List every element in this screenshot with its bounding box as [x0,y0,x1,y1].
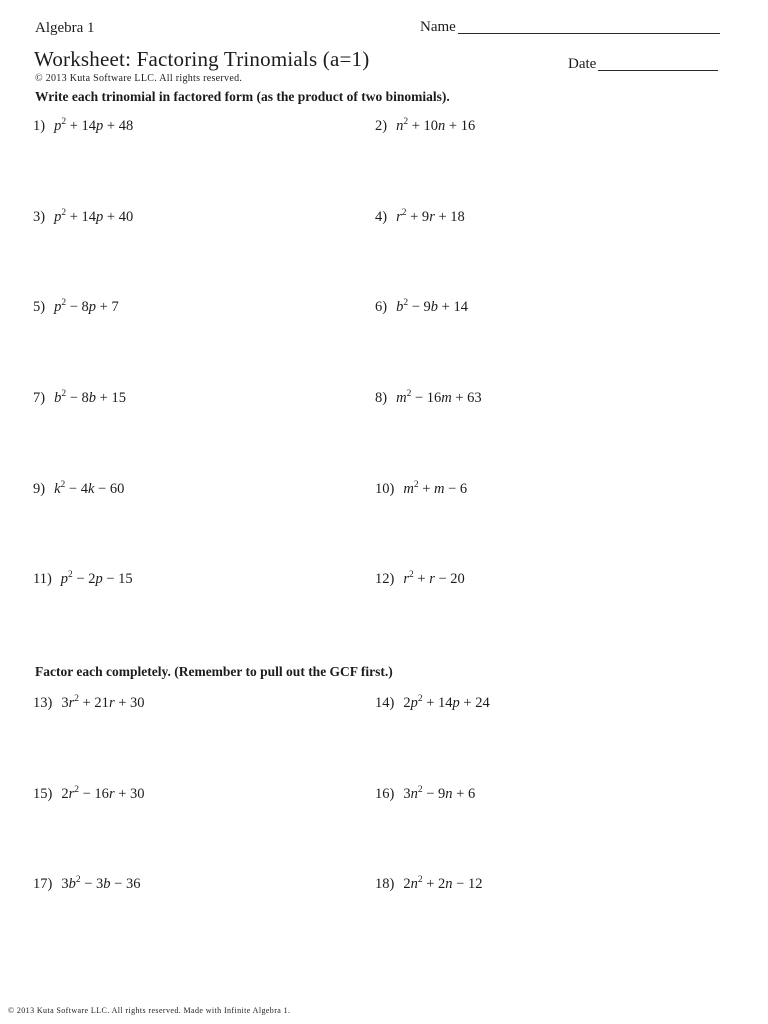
problem-item [33,876,375,967]
problem-item [33,695,375,786]
name-blank-line [458,19,720,34]
name-label: Name [420,19,456,35]
problem-item [375,571,735,662]
problem-item [33,571,375,662]
name-field [420,19,720,36]
problem-number: 6) [375,299,388,316]
course-label: Algebra 1 [35,20,95,36]
problem-item [33,481,375,572]
problem-item [375,390,735,481]
problem-number: 8) [375,390,388,407]
page-title: Worksheet: Factoring Trinomials (a=1) [34,47,370,71]
problem-number: 4) [375,208,388,225]
problem-expression: $m^2 - 16m + 63$ [396,389,482,407]
problem-expression: $n^2 + 10n + 16$ [396,117,476,134]
problem-number: 17) [33,876,53,892]
problem-expression: $k^2 - 4k - 60$ [54,479,125,497]
problem-expression: $3n^2 - 9n + 6$ [403,784,476,802]
problem-item [33,390,375,481]
problem-number: 16) [375,785,395,802]
problem-expression: $p^2 - 2p - 15$ [60,570,133,588]
problem-number: 11) [33,571,52,588]
copyright-note: © 2013 Kuta Software LLC. All rights reserved. [35,73,243,84]
problem-number: 9) [33,480,46,497]
problem-expression: $3r^2 + 21r + 30$ [61,694,145,711]
problem-item [375,209,735,300]
problem-item [33,209,375,300]
problem-item [375,876,735,967]
problem-number: 3) [33,208,46,225]
problem-item [375,118,735,209]
problem-number: 1) [33,118,46,134]
problem-expression: $b^2 - 9b + 14$ [396,298,468,316]
problems-grid-2 [33,695,735,967]
section2-instruction: Factor each completely. (Remember to pull out the GCF first.) [35,664,393,679]
problem-number: 13) [33,695,53,711]
problem-number: 10) [375,480,395,497]
problem-expression: $p^2 - 8p + 7$ [54,298,119,316]
problem-item [375,299,735,390]
date-blank-line [598,56,718,71]
problem-number: 7) [33,390,46,407]
problem-expression: $b^2 - 8b + 15$ [54,389,126,407]
section1-instruction: Write each trinomial in factored form (as the product of two binomials). [35,89,450,104]
problem-expression: $r^2 + 9r + 18$ [396,207,465,225]
problem-expression: $2p^2 + 14p + 24$ [403,694,490,711]
problem-item [33,786,375,877]
problem-number: 12) [375,571,395,588]
problem-item [375,786,735,877]
problem-number: 5) [33,299,46,316]
problem-item [375,695,735,786]
problem-expression: $2n^2 + 2n - 12$ [403,875,483,892]
problem-expression: $m^2 + m - 6$ [403,479,468,497]
footer-copyright: © 2013 Kuta Software LLC. All rights reserved. Made with Infinite Algebra 1. [8,1006,291,1015]
problem-number: 18) [375,876,395,892]
date-field [568,56,718,73]
problem-expression: $3b^2 - 3b - 36$ [61,875,141,892]
problem-number: 2) [375,118,388,134]
problems-grid-1 [33,118,735,662]
problem-item [33,299,375,390]
date-label: Date [568,56,597,72]
problem-item [33,118,375,209]
problem-item [375,481,735,572]
problem-expression: $2r^2 - 16r + 30$ [61,784,145,802]
problem-number: 14) [375,695,395,711]
problem-number: 15) [33,785,53,802]
problem-expression: $p^2 + 14p + 40$ [54,207,134,225]
problem-expression: $p^2 + 14p + 48$ [54,117,134,134]
problem-expression: $r^2 + r - 20$ [403,570,465,588]
